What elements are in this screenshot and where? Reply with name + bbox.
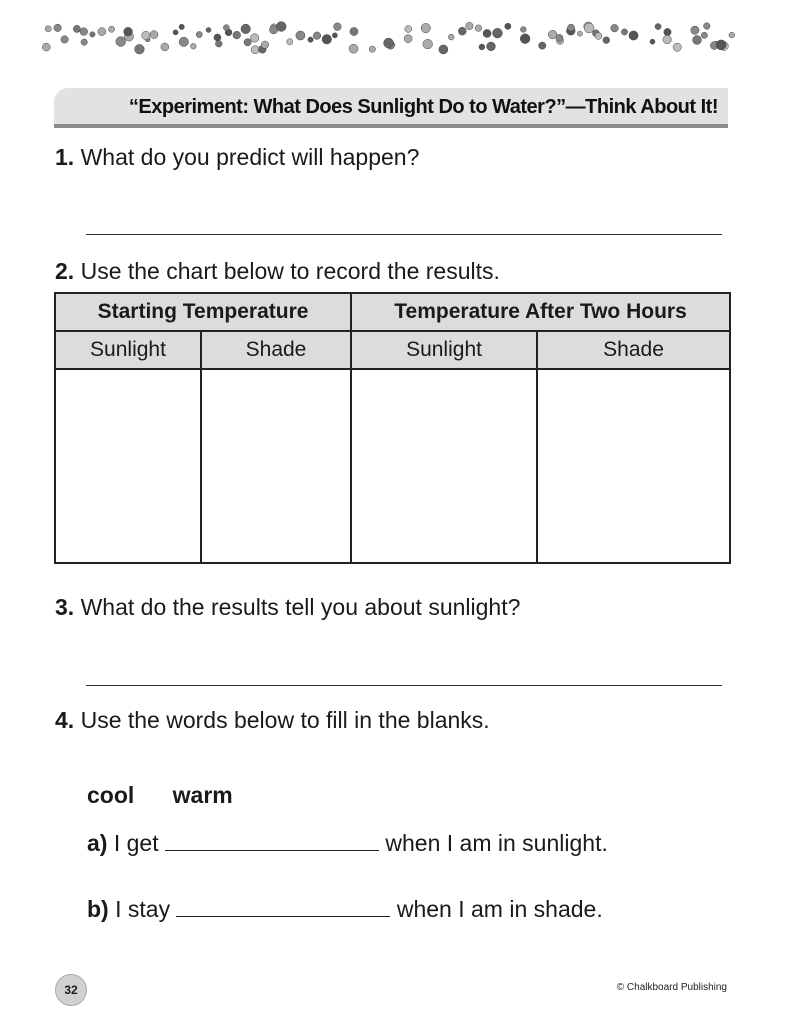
answer-line-3[interactable] bbox=[86, 685, 722, 686]
fill-in-b bbox=[87, 896, 603, 923]
subheader-sunlight: Sunlight bbox=[55, 331, 201, 369]
word-bank-item: cool bbox=[87, 782, 135, 808]
question-number: 4. bbox=[55, 707, 75, 733]
word-bank-item: warm bbox=[172, 782, 233, 808]
header-starting-temperature: Starting Temperature bbox=[55, 293, 351, 331]
question-text: What do the results tell you about sunlight? bbox=[80, 594, 521, 620]
subheader-shade: Shade bbox=[201, 331, 351, 369]
result-cell[interactable] bbox=[55, 369, 201, 563]
fill-in-blank[interactable] bbox=[165, 830, 379, 851]
title-bar bbox=[54, 88, 728, 128]
question-4 bbox=[55, 707, 490, 734]
question-number: 1. bbox=[55, 144, 75, 170]
copyright: © Chalkboard Publishing bbox=[616, 982, 727, 993]
question-2 bbox=[55, 258, 500, 285]
result-cell[interactable] bbox=[351, 369, 537, 563]
bubble-border-icon bbox=[40, 18, 740, 58]
page-number: 32 bbox=[55, 974, 87, 1006]
question-text: Use the chart below to record the results. bbox=[80, 258, 500, 284]
question-1 bbox=[55, 144, 419, 171]
result-cell[interactable] bbox=[537, 369, 730, 563]
fill-in-before: I get bbox=[113, 830, 159, 856]
fill-in-a bbox=[87, 830, 608, 857]
question-text: What do you predict will happen? bbox=[80, 144, 420, 170]
page-title: “Experiment: What Does Sunlight Do to Water?”—Think About It! bbox=[128, 96, 718, 118]
fill-in-before: I stay bbox=[115, 896, 171, 922]
fill-in-after: when I am in shade. bbox=[396, 896, 603, 922]
subheader-shade: Shade bbox=[537, 331, 730, 369]
fill-in-blank[interactable] bbox=[176, 896, 390, 917]
word-bank bbox=[87, 782, 265, 809]
answer-line-1[interactable] bbox=[86, 234, 722, 235]
fill-in-letter: b) bbox=[87, 896, 109, 922]
question-number: 2. bbox=[55, 258, 75, 284]
fill-in-after: when I am in sunlight. bbox=[385, 830, 608, 856]
question-number: 3. bbox=[55, 594, 75, 620]
results-table bbox=[54, 292, 731, 564]
question-3 bbox=[55, 594, 520, 621]
header-temperature-after: Temperature After Two Hours bbox=[351, 293, 730, 331]
subheader-sunlight: Sunlight bbox=[351, 331, 537, 369]
question-text: Use the words below to fill in the blanks. bbox=[80, 707, 490, 733]
fill-in-letter: a) bbox=[87, 830, 108, 856]
result-cell[interactable] bbox=[201, 369, 351, 563]
